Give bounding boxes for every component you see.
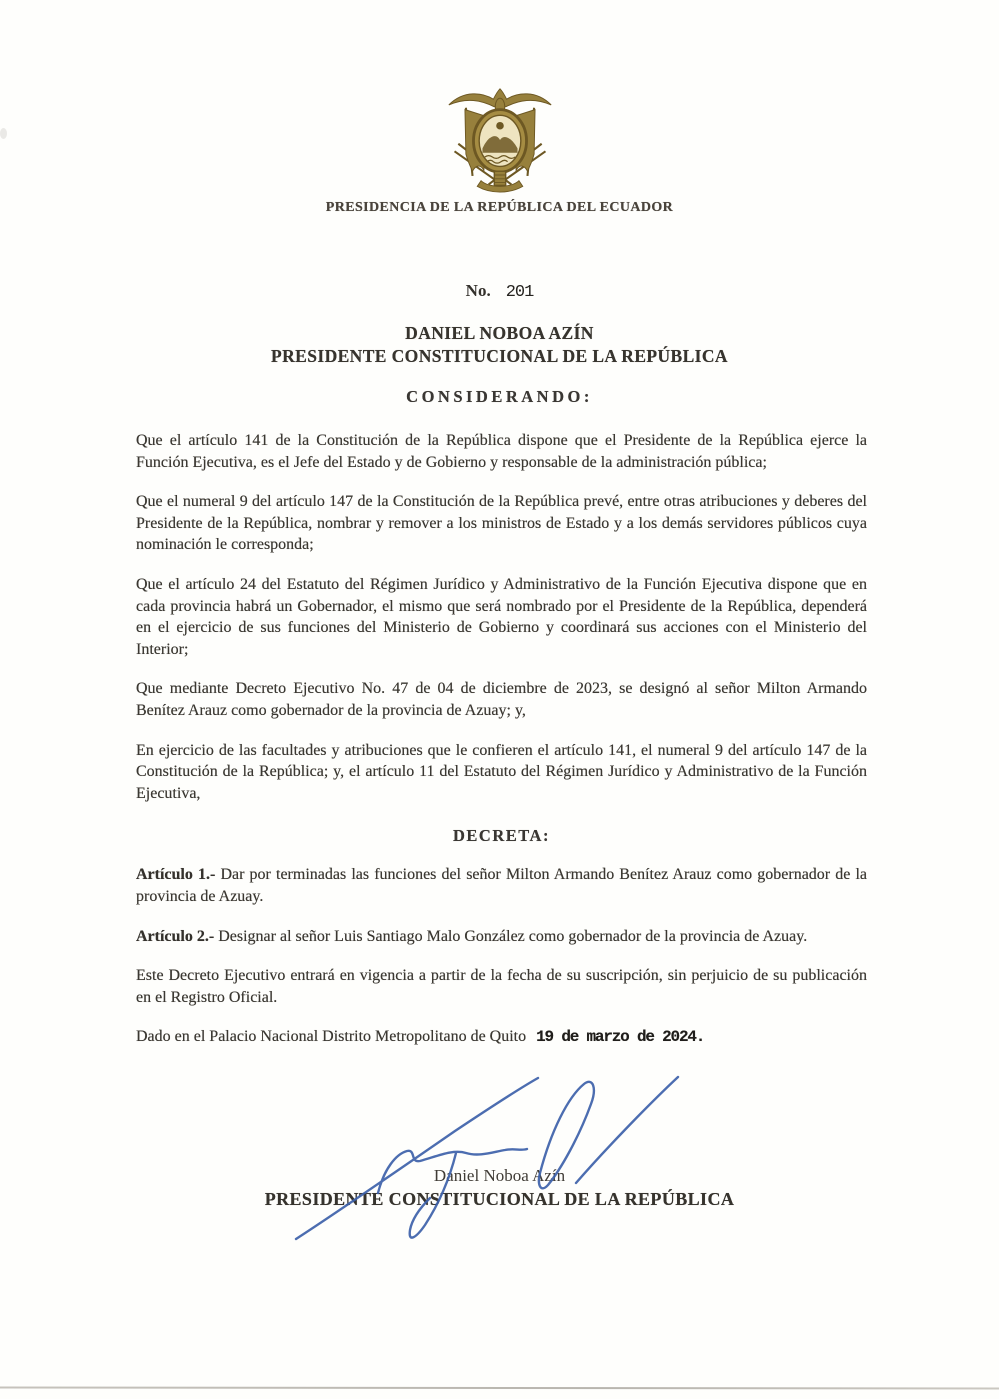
decree-number-label: No.: [465, 281, 491, 300]
president-title-block: [0, 322, 999, 368]
signature-block: [0, 1067, 999, 1307]
decree-number-value: 201: [505, 283, 534, 302]
dateline-typed-date: 19 de marzo de 2024.: [536, 1028, 705, 1047]
signature-printed-role: PRESIDENTE CONSTITUCIONAL DE LA REPÚBLICA: [264, 1188, 735, 1209]
dateline-place: Dado en el Palacio Nacional Distrito Metropolitano de Quito: [136, 1028, 527, 1046]
decreta-heading: DECRETA:: [453, 826, 550, 846]
recital-paragraph: Que mediante Decreto Ejecutivo No. 47 de 04 de diciembre de 2023, se designó al señor Milton Armando Benítez Arauz como gobernador de la provincia de Azuay; y,: [136, 680, 867, 719]
presidency-header-title: PRESIDENCIA DE LA REPÚBLICA DEL ECUADOR: [325, 200, 674, 215]
article-2-paragraph: [136, 926, 867, 948]
article-1-paragraph: [136, 864, 867, 907]
decree-body: [136, 430, 867, 1049]
article-2-label: Artículo 2.-: [136, 927, 215, 945]
president-name-heading: DANIEL NOBOA AZÍN: [405, 323, 594, 343]
article-2-text: Designar al señor Luis Santiago Malo González como gobernador de la provincia de Azuay.: [218, 927, 808, 945]
scan-smudge: [0, 128, 7, 139]
signature-printed-name: Daniel Noboa Azín: [433, 1165, 566, 1185]
scanned-page-edge-line: [0, 1386, 999, 1389]
recital-paragraph: Que el numeral 9 del artículo 147 de la Constitución de la República prevé, entre otras atribuciones y deberes del Presidente de la República, nombrar y remover a los ministros de Estado y a los demás servidores públicos cuya nominación le corresponda;: [136, 493, 867, 554]
article-1-label: Artículo 1.-: [136, 866, 216, 884]
recital-paragraph: En ejercicio de las facultades y atribuciones que le confieren el artículo 141, el numeral 9 del artículo 147 de la Constitución de la República; y, el artículo 11 del Estatuto del Régimen Jurídico y Administrativo de la Función Ejecutiva,: [136, 741, 867, 802]
dateline: [136, 1026, 867, 1049]
considerando-heading: CONSIDERANDO:: [406, 387, 593, 406]
recital-paragraph: Que el artículo 24 del Estatuto del Régimen Jurídico y Administrativo de la Función Ejecutiva dispone que en cada provincia habrá un Gobernador, el mismo que será nombrado por el Presidente de la República, dependerá en el ejercicio de sus funciones del Ministerio de Gobierno y coordinará sus acciones con el Ministerio del Interior;: [136, 575, 867, 658]
article-1-text: Dar por terminadas las funciones del señor Milton Armando Benítez Arauz como gobernador de la provincia de Azuay.: [136, 866, 868, 905]
recital-paragraph: Que el artículo 141 de la Constitución de la República dispone que el Presidente de la República ejerce la Función Ejecutiva, es el Jefe del Estado y de Gobierno y responsable de la administración pública;: [136, 432, 867, 471]
president-role-heading: PRESIDENTE CONSTITUCIONAL DE LA REPÚBLICA: [271, 346, 728, 366]
decree-number-line: [0, 281, 999, 302]
ecuador-coat-of-arms-icon: [443, 85, 557, 193]
effectiveness-clause: Este Decreto Ejecutivo entrará en vigencia a partir de la fecha de su suscripción, sin perjuicio de su publicación en el Registro Oficial.: [136, 967, 867, 1006]
